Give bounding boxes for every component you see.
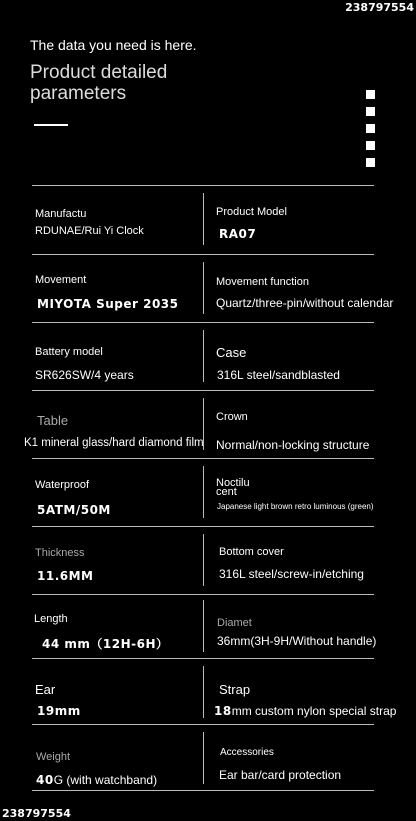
- divider: [32, 185, 374, 186]
- param-label-table: Table: [37, 413, 69, 428]
- page-title: Product detailed parameters: [30, 62, 168, 104]
- square-icon: [366, 141, 375, 150]
- divider: [32, 458, 374, 459]
- param-label-waterproof: Waterproof: [35, 479, 90, 491]
- title-underline: [34, 124, 68, 126]
- param-value-movement: MIYOTA Super 2035: [37, 297, 179, 311]
- param-value-ear: 19mm: [37, 704, 81, 718]
- param-label-accessories: Accessories: [220, 747, 274, 758]
- param-value-diameter: 36mm(3H-9H/Without handle): [217, 634, 377, 648]
- strap-description: mm custom nylon special strap: [231, 704, 397, 718]
- square-icon: [366, 158, 375, 167]
- watermark-top: 238797554: [345, 1, 414, 14]
- column-divider: [203, 262, 204, 314]
- param-label-movement: Movement: [35, 274, 87, 286]
- divider: [32, 594, 374, 595]
- divider: [32, 322, 374, 323]
- square-icon: [366, 107, 375, 116]
- param-value-thickness: 11.6MM: [37, 569, 94, 583]
- square-icon: [366, 124, 375, 133]
- column-divider: [203, 330, 204, 382]
- param-label-ear: Ear: [35, 682, 56, 697]
- column-divider: [203, 666, 204, 718]
- param-value-case: 316L steel/sandblasted: [217, 368, 340, 382]
- param-label-manufacturer: Manufactu: [35, 208, 87, 220]
- param-label-length: Length: [34, 613, 68, 625]
- divider: [32, 390, 374, 391]
- param-label-weight: Weight: [36, 751, 71, 763]
- param-label-strap: Strap: [219, 682, 251, 697]
- param-label-diameter: Diamet: [217, 617, 252, 629]
- square-icon: [366, 90, 375, 99]
- divider: [32, 790, 374, 791]
- param-value-bottom-cover: 316L steel/screw-in/etching: [219, 567, 364, 581]
- param-value-waterproof: 5ATM/50M: [37, 503, 111, 517]
- param-value-strap: [214, 704, 396, 718]
- param-value-length: 44 mm（12H-6H）: [42, 637, 169, 651]
- param-label-case: Case: [216, 345, 247, 360]
- param-value-noctilucent: Japanese light brown retro luminous (green): [217, 502, 374, 511]
- column-divider: [203, 193, 204, 245]
- divider: [32, 724, 374, 725]
- column-divider: [203, 600, 204, 652]
- tagline: The data you need is here.: [30, 37, 197, 53]
- param-label-noctilucent: Noctilu cent: [216, 477, 250, 498]
- divider: [32, 254, 374, 255]
- divider: [32, 658, 374, 659]
- column-divider: [203, 732, 204, 784]
- param-label-thickness: Thickness: [35, 547, 85, 559]
- watermark-bottom: 238797554: [2, 807, 71, 820]
- param-label-bottom-cover: Bottom cover: [219, 546, 284, 558]
- param-label-battery-model: Battery model: [35, 346, 103, 358]
- param-value-manufacturer: RDUNAE/Rui Yi Clock: [35, 225, 144, 237]
- column-divider: [203, 534, 204, 586]
- param-value-product-model: RA07: [219, 227, 257, 241]
- strap-width: 18: [214, 704, 232, 718]
- param-value-accessories: Ear bar/card protection: [219, 768, 342, 782]
- decorative-squares: [366, 90, 375, 175]
- param-value-battery-model: SR626SW/4 years: [35, 368, 134, 382]
- param-value-table: K1 mineral glass/hard diamond film: [24, 437, 204, 449]
- param-value-weight: [36, 773, 157, 787]
- param-value-movement-function: Quartz/three-pin/without calendar: [216, 296, 394, 310]
- param-label-product-model: Product Model: [216, 206, 287, 218]
- param-value-crown: Normal/non-locking structure: [216, 438, 370, 452]
- param-label-crown: Crown: [216, 411, 248, 423]
- divider: [32, 526, 374, 527]
- weight-description: G (with watchband): [53, 773, 158, 787]
- param-label-movement-function: Movement function: [216, 276, 309, 288]
- column-divider: [203, 466, 204, 518]
- weight-number: 40: [36, 773, 54, 787]
